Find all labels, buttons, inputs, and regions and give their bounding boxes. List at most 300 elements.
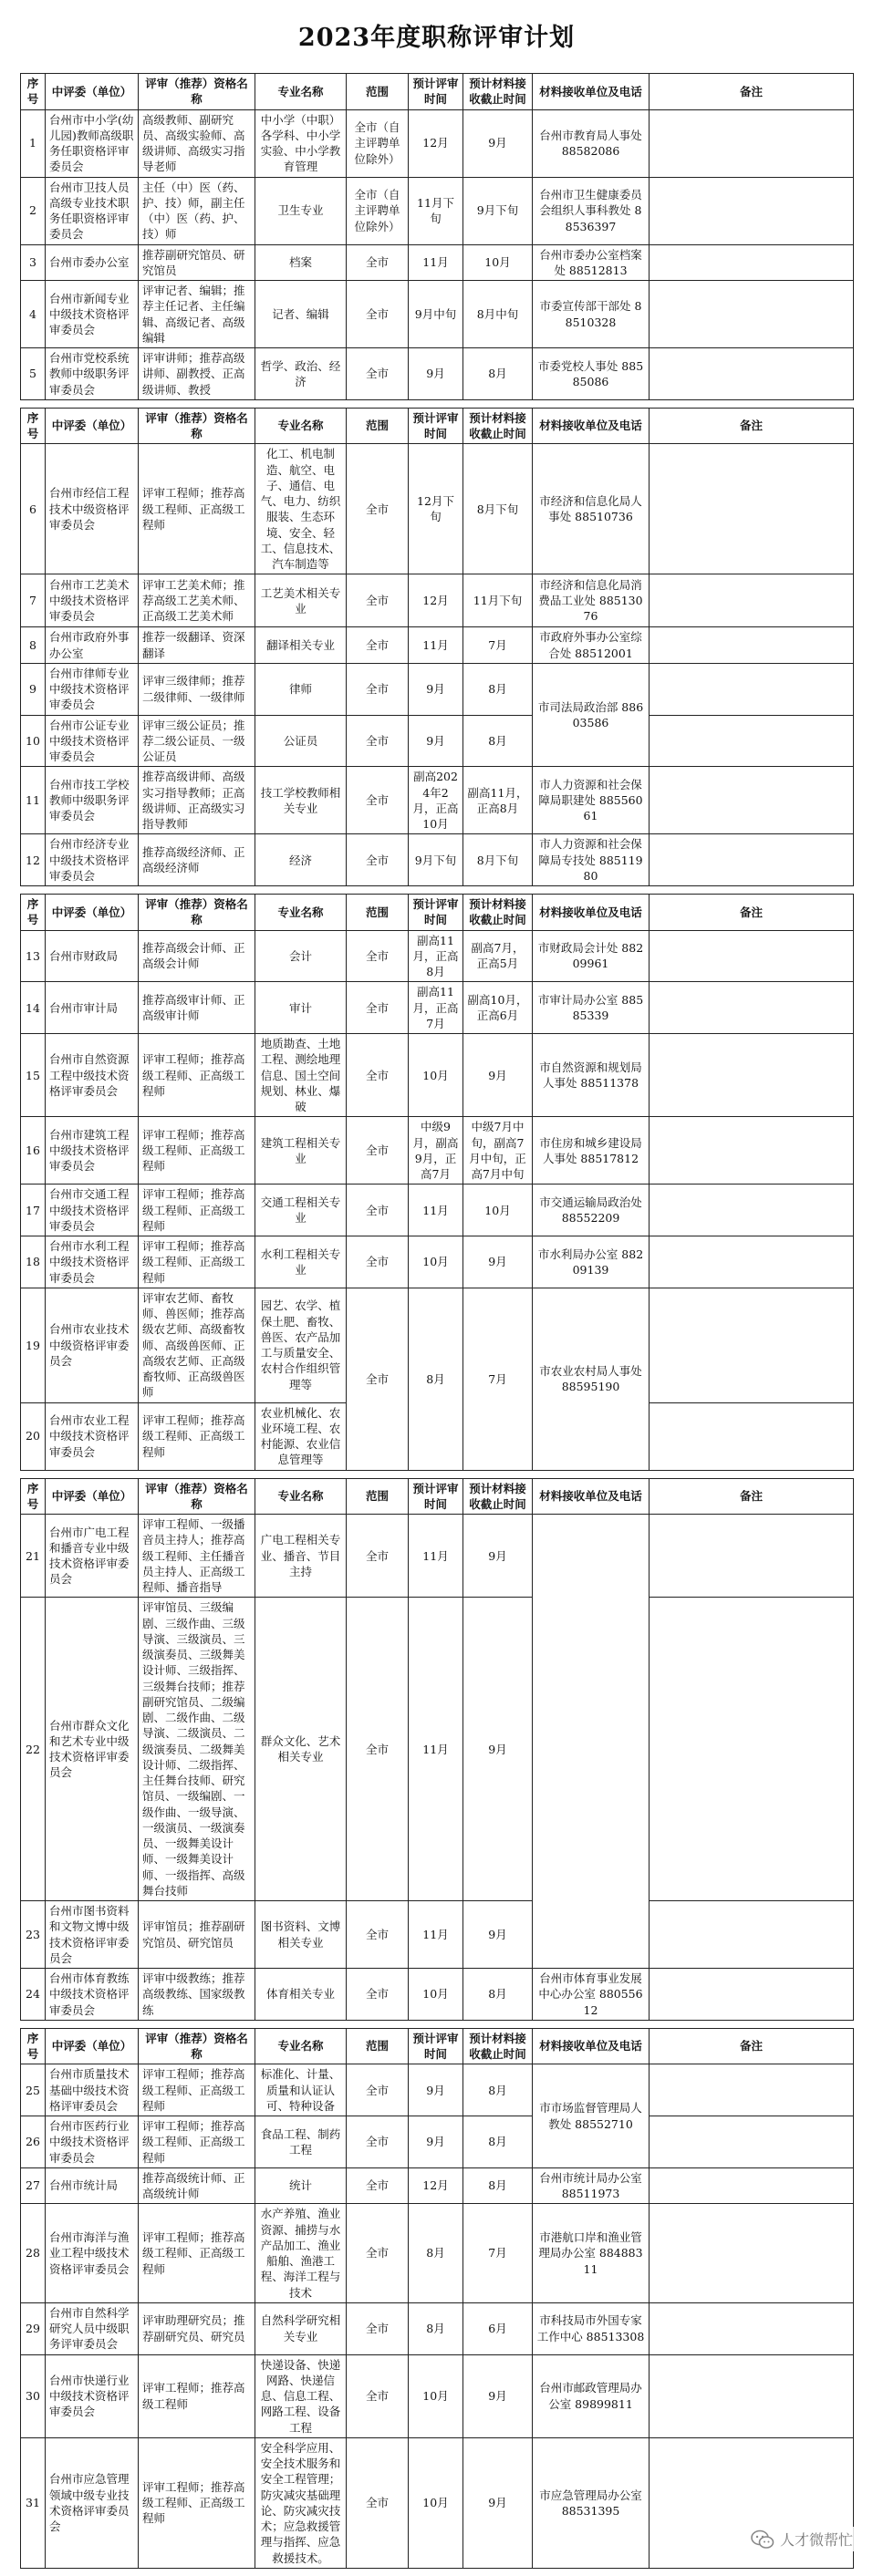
cell-receiver: 市市场监督管理局人教处 88552710 <box>533 2064 650 2168</box>
cell-no: 20 <box>21 1402 46 1470</box>
column-header-remarks: 备注 <box>650 895 854 931</box>
table-row <box>21 2302 854 2354</box>
column-header-review-time: 预计评审时间 <box>409 2028 463 2064</box>
cell-committee: 台州市财政局 <box>46 930 139 982</box>
column-header-scope: 范围 <box>347 74 409 110</box>
table-row <box>21 930 854 982</box>
cell-scope: 全市（自主评聘单位除外） <box>347 109 409 177</box>
cell-deadline: 7月 <box>463 2204 533 2303</box>
cell-deadline: 9月 <box>463 1236 533 1288</box>
cell-specialty: 群众文化、艺术相关专业 <box>255 1598 347 1901</box>
cell-remarks <box>650 244 854 281</box>
cell-specialty: 统计 <box>255 2167 347 2204</box>
cell-specialty: 技工学校教师相关专业 <box>255 767 347 834</box>
column-header-qualification: 评审（推荐）资格名称 <box>139 408 255 444</box>
cell-deadline: 9月 <box>463 109 533 177</box>
cell-review-time: 10月 <box>409 2354 463 2437</box>
cell-specialty: 档案 <box>255 244 347 281</box>
cell-scope: 全市（自主评聘单位除外） <box>347 177 409 244</box>
table-row <box>21 1288 854 1402</box>
cell-remarks <box>650 281 854 348</box>
cell-scope: 全市 <box>347 663 409 715</box>
cell-receiver: 市政府外事办公室综合处 88512001 <box>533 627 650 664</box>
cell-no: 29 <box>21 2302 46 2354</box>
watermark-text: 人才微帮忙 <box>779 2531 853 2549</box>
cell-specialty: 自然科学研究相关专业 <box>255 2302 347 2354</box>
cell-review-time: 10月 <box>409 1236 463 1288</box>
column-header-scope: 范围 <box>347 895 409 931</box>
table-row <box>21 2167 854 2204</box>
cell-receiver: 市自然资源和规划局人事处 88511378 <box>533 1034 650 1117</box>
cell-review-time: 8月 <box>409 2204 463 2303</box>
column-header-committee: 中评委（单位） <box>46 408 139 444</box>
cell-scope: 全市 <box>347 715 409 767</box>
cell-receiver: 市人力资源和社会保障局职建处 88556061 <box>533 767 650 834</box>
cell-remarks <box>650 2064 854 2116</box>
table-row <box>21 2116 854 2168</box>
cell-qualification: 评审工程师；推荐高级工程师、正高级工程师 <box>139 2116 255 2168</box>
table-row <box>21 281 854 348</box>
cell-committee: 台州市经信工程技术中级资格评审委员会 <box>46 444 139 574</box>
cell-receiver: 市应急管理局办公室 88531395 <box>533 2437 650 2568</box>
cell-remarks <box>650 2204 854 2303</box>
cell-specialty: 标准化、计量、质量和认证认可、特种设备 <box>255 2064 347 2116</box>
cell-specialty: 地质勘查、土地工程、测绘地理信息、国土空间规划、林业、爆破 <box>255 1034 347 1117</box>
table-row <box>21 834 854 886</box>
cell-qualification: 推荐高级会计师、正高级会计师 <box>139 930 255 982</box>
cell-specialty: 安全科学应用、安全技术服务和安全工程管理；防灾减灾基础理论、防灾减灾技术；应急救援管理与指挥、应急救援技术。 <box>255 2437 347 2568</box>
cell-no: 23 <box>21 1901 46 1969</box>
cell-remarks <box>650 627 854 664</box>
table-header-row <box>21 74 854 110</box>
cell-receiver: 市经济和信息化局人事处 88510736 <box>533 444 650 574</box>
cell-review-time: 9月中旬 <box>409 281 463 348</box>
cell-specialty: 农业机械化、农业环境工程、农村能源、农业信息管理等 <box>255 1402 347 1470</box>
cell-review-time: 10月 <box>409 1034 463 1117</box>
cell-review-time: 9月 <box>409 715 463 767</box>
column-header-deadline: 预计材料接收截止时间 <box>463 2028 533 2064</box>
cell-scope: 全市 <box>347 1034 409 1117</box>
cell-deadline: 中级7月中旬，副高7月中旬，正高7月中旬 <box>463 1117 533 1185</box>
column-header-no: 序号 <box>21 2028 46 2064</box>
plan-table <box>20 73 854 400</box>
cell-no: 17 <box>21 1185 46 1236</box>
cell-committee: 台州市自然资源工程中级技术资格评审委员会 <box>46 1034 139 1117</box>
cell-deadline: 副高10月，正高6月 <box>463 982 533 1034</box>
cell-receiver: 台州市委办公室档案处 88512813 <box>533 244 650 281</box>
cell-deadline: 8月 <box>463 348 533 400</box>
column-header-qualification: 评审（推荐）资格名称 <box>139 1478 255 1515</box>
column-header-deadline: 预计材料接收截止时间 <box>463 74 533 110</box>
table-row <box>21 982 854 1034</box>
cell-no: 31 <box>21 2437 46 2568</box>
table-row <box>21 1185 854 1236</box>
table-row <box>21 1034 854 1117</box>
cell-remarks <box>650 444 854 574</box>
table-row <box>21 1117 854 1185</box>
cell-review-time: 9月 <box>409 663 463 715</box>
cell-receiver: 市港航口岸和渔业管理局办公室 88488311 <box>533 2204 650 2303</box>
cell-no: 5 <box>21 348 46 400</box>
cell-no: 7 <box>21 574 46 627</box>
cell-no: 30 <box>21 2354 46 2437</box>
cell-qualification: 评审农艺师、畜牧师、兽医师；推荐高级农艺师、高级畜牧师、高级兽医师、正高级农艺师、正高级畜牧师、正高级兽医师 <box>139 1288 255 1402</box>
cell-committee: 台州市群众文化和艺术专业中级技术资格评审委员会 <box>46 1598 139 1901</box>
page-title: 2023年度职称评审计划 <box>297 24 576 52</box>
column-header-specialty: 专业名称 <box>255 1478 347 1515</box>
cell-receiver: 市农业农村局人事处 88595190 <box>533 1288 650 1470</box>
column-header-receiver: 材料接收单位及电话 <box>533 2028 650 2064</box>
table-row <box>21 1969 854 2021</box>
cell-specialty: 建筑工程相关专业 <box>255 1117 347 1185</box>
cell-review-time: 中级9月，副高9月，正高7月 <box>409 1117 463 1185</box>
cell-qualification: 推荐高级讲师、高级实习指导教师；正高级讲师、正高级实习指导教师 <box>139 767 255 834</box>
cell-remarks <box>650 2116 854 2168</box>
cell-qualification: 评审工程师；推荐高级工程师、正高级工程师 <box>139 2064 255 2116</box>
cell-remarks <box>650 2354 854 2437</box>
column-header-scope: 范围 <box>347 408 409 444</box>
cell-no: 3 <box>21 244 46 281</box>
cell-review-time: 9月 <box>409 2064 463 2116</box>
cell-scope: 全市 <box>347 244 409 281</box>
column-header-receiver: 材料接收单位及电话 <box>533 74 650 110</box>
cell-committee: 台州市海洋与渔业工程中级技术资格评审委员会 <box>46 2204 139 2303</box>
cell-committee: 台州市图书资料和文物文博中级技术资格评审委员会 <box>46 1901 139 1969</box>
cell-receiver: 市交通运输局政治处 88552209 <box>533 1185 650 1236</box>
cell-specialty: 工艺美术相关专业 <box>255 574 347 627</box>
cell-qualification: 评审记者、编辑；推荐主任记者、主任编辑、高级记者、高级编辑 <box>139 281 255 348</box>
cell-specialty: 公证员 <box>255 715 347 767</box>
cell-receiver: 台州市卫生健康委员会组织人事科教处 88536397 <box>533 177 650 244</box>
cell-scope: 全市 <box>347 627 409 664</box>
cell-no: 15 <box>21 1034 46 1117</box>
cell-review-time: 副高2024年2月，正高10月 <box>409 767 463 834</box>
cell-remarks <box>650 930 854 982</box>
cell-scope: 全市 <box>347 444 409 574</box>
cell-remarks <box>650 663 854 715</box>
cell-committee: 台州市审计局 <box>46 982 139 1034</box>
cell-scope: 全市 <box>347 1185 409 1236</box>
cell-specialty: 卫生专业 <box>255 177 347 244</box>
cell-deadline: 8月 <box>463 2064 533 2116</box>
cell-receiver: 台州市邮政管理局办公室 89899811 <box>533 2354 650 2437</box>
column-header-specialty: 专业名称 <box>255 408 347 444</box>
cell-scope: 全市 <box>347 2167 409 2204</box>
cell-review-time: 副高11月，正高8月 <box>409 930 463 982</box>
cell-deadline: 副高11月，正高8月 <box>463 767 533 834</box>
cell-no: 22 <box>21 1598 46 1901</box>
watermark <box>745 2527 858 2551</box>
cell-specialty: 交通工程相关专业 <box>255 1185 347 1236</box>
cell-qualification: 推荐副研究馆员、研究馆员 <box>139 244 255 281</box>
table-row <box>21 244 854 281</box>
cell-deadline: 9月下旬 <box>463 177 533 244</box>
cell-specialty: 翻译相关专业 <box>255 627 347 664</box>
table-row <box>21 574 854 627</box>
cell-no: 2 <box>21 177 46 244</box>
cell-committee: 台州市交通工程中级技术资格评审委员会 <box>46 1185 139 1236</box>
cell-no: 11 <box>21 767 46 834</box>
column-header-remarks: 备注 <box>650 74 854 110</box>
cell-review-time: 11月 <box>409 627 463 664</box>
cell-committee: 台州市政府外事办公室 <box>46 627 139 664</box>
cell-review-time: 副高11月，正高7月 <box>409 982 463 1034</box>
column-header-review-time: 预计评审时间 <box>409 408 463 444</box>
cell-deadline: 10月 <box>463 1185 533 1236</box>
cell-no: 28 <box>21 2204 46 2303</box>
column-header-committee: 中评委（单位） <box>46 1478 139 1515</box>
cell-deadline: 副高7月，正高5月 <box>463 930 533 982</box>
cell-receiver: 市委宣传部干部处 88510328 <box>533 281 650 348</box>
cell-remarks <box>650 1969 854 2021</box>
cell-committee: 台州市农业工程中级技术资格评审委员会 <box>46 1402 139 1470</box>
table-row <box>21 767 854 834</box>
cell-review-time: 12月 <box>409 2167 463 2204</box>
cell-scope: 全市 <box>347 2302 409 2354</box>
cell-deadline: 8月 <box>463 2116 533 2168</box>
column-header-scope: 范围 <box>347 1478 409 1515</box>
cell-qualification: 评审讲师；推荐高级讲师、副教授、正高级讲师、教授 <box>139 348 255 400</box>
cell-remarks <box>650 109 854 177</box>
cell-qualification: 主任（中）医（药、护、技）师，副主任（中）医（药、护、技）师 <box>139 177 255 244</box>
cell-receiver: 市司法局政治部 88603586 <box>533 663 650 767</box>
cell-qualification: 评审工程师、一级播音员主持人；推荐高级工程师、主任播音员主持人、正高级工程师、播音指导 <box>139 1515 255 1598</box>
cell-no: 25 <box>21 2064 46 2116</box>
cell-committee: 台州市公证专业中级技术资格评审委员会 <box>46 715 139 767</box>
cell-review-time: 12月 <box>409 574 463 627</box>
cell-scope: 全市 <box>347 2116 409 2168</box>
plan-tables <box>20 73 853 2569</box>
column-header-specialty: 专业名称 <box>255 74 347 110</box>
cell-deadline: 9月 <box>463 1034 533 1117</box>
table-row <box>21 1901 854 1969</box>
cell-deadline: 7月 <box>463 1288 533 1470</box>
cell-no: 19 <box>21 1288 46 1402</box>
cell-deadline: 8月下旬 <box>463 834 533 886</box>
cell-receiver: 市人力资源和社会保障局专技处 88511980 <box>533 834 650 886</box>
cell-review-time: 9月下旬 <box>409 834 463 886</box>
cell-committee: 台州市技工学校教师中级职务评审委员会 <box>46 767 139 834</box>
cell-remarks <box>650 574 854 627</box>
cell-no: 13 <box>21 930 46 982</box>
cell-receiver: 市住房和城乡建设局人事处 88517812 <box>533 1117 650 1185</box>
cell-no: 24 <box>21 1969 46 2021</box>
cell-scope: 全市 <box>347 1117 409 1185</box>
cell-committee: 台州市广电工程和播音专业中级技术资格评审委员会 <box>46 1515 139 1598</box>
column-header-deadline: 预计材料接收截止时间 <box>463 1478 533 1515</box>
cell-committee: 台州市水利工程中级技术资格评审委员会 <box>46 1236 139 1288</box>
cell-no: 9 <box>21 663 46 715</box>
column-header-qualification: 评审（推荐）资格名称 <box>139 895 255 931</box>
cell-specialty: 体育相关专业 <box>255 1969 347 2021</box>
cell-review-time: 11月 <box>409 244 463 281</box>
cell-specialty: 审计 <box>255 982 347 1034</box>
cell-review-time: 9月 <box>409 348 463 400</box>
cell-scope: 全市 <box>347 281 409 348</box>
cell-review-time: 11月 <box>409 1598 463 1901</box>
cell-qualification: 评审工程师；推荐高级工程师、正高级工程师 <box>139 1034 255 1117</box>
cell-remarks <box>650 1117 854 1185</box>
cell-committee: 台州市中小学(幼儿园)教师高级职务任职资格评审委员会 <box>46 109 139 177</box>
cell-qualification: 评审三级律师；推荐二级律师、一级律师 <box>139 663 255 715</box>
cell-no: 16 <box>21 1117 46 1185</box>
column-header-committee: 中评委（单位） <box>46 74 139 110</box>
cell-no: 27 <box>21 2167 46 2204</box>
cell-remarks <box>650 1515 854 1598</box>
cell-review-time: 12月下旬 <box>409 444 463 574</box>
cell-deadline: 9月 <box>463 1598 533 1901</box>
cell-scope: 全市 <box>347 1288 409 1470</box>
cell-qualification: 评审三级公证员；推荐二级公证员、一级公证员 <box>139 715 255 767</box>
table-row <box>21 663 854 715</box>
column-header-deadline: 预计材料接收截止时间 <box>463 408 533 444</box>
cell-committee: 台州市经济专业中级技术资格评审委员会 <box>46 834 139 886</box>
cell-scope: 全市 <box>347 834 409 886</box>
cell-remarks <box>650 348 854 400</box>
cell-qualification: 评审工程师；推荐高级工程师 <box>139 2354 255 2437</box>
cell-deadline: 8月 <box>463 2167 533 2204</box>
cell-scope: 全市 <box>347 767 409 834</box>
cell-qualification: 评审馆员；推荐副研究馆员、研究馆员 <box>139 1901 255 1969</box>
cell-qualification: 推荐高级审计师、正高级审计师 <box>139 982 255 1034</box>
cell-specialty: 中小学（中职）各学科、中小学实验、中小学教育管理 <box>255 109 347 177</box>
column-header-remarks: 备注 <box>650 2028 854 2064</box>
column-header-specialty: 专业名称 <box>255 2028 347 2064</box>
column-header-committee: 中评委（单位） <box>46 895 139 931</box>
cell-deadline: 9月 <box>463 1515 533 1598</box>
cell-remarks <box>650 1034 854 1117</box>
cell-qualification: 评审工程师；推荐高级工程师、正高级工程师 <box>139 1117 255 1185</box>
table-header-row <box>21 1478 854 1515</box>
cell-no: 8 <box>21 627 46 664</box>
column-header-specialty: 专业名称 <box>255 895 347 931</box>
cell-scope: 全市 <box>347 2354 409 2437</box>
cell-specialty: 化工、机电制造、航空、电子、通信、电气、电力、纺织服装、生态环境、安全、轻工、信息技术、汽车制造等 <box>255 444 347 574</box>
table-header-row <box>21 2028 854 2064</box>
plan-table <box>20 1478 854 2021</box>
cell-committee: 台州市新闻专业中级技术资格评审委员会 <box>46 281 139 348</box>
table-row <box>21 444 854 574</box>
cell-review-time: 11月 <box>409 1515 463 1598</box>
table-row <box>21 2437 854 2568</box>
cell-qualification: 评审工程师；推荐高级工程师、正高级工程师 <box>139 1236 255 1288</box>
cell-no: 6 <box>21 444 46 574</box>
cell-review-time: 11月 <box>409 1185 463 1236</box>
cell-review-time: 9月 <box>409 2116 463 2168</box>
cell-no: 26 <box>21 2116 46 2168</box>
cell-scope: 全市 <box>347 1236 409 1288</box>
cell-no: 14 <box>21 982 46 1034</box>
cell-deadline: 8月下旬 <box>463 444 533 574</box>
table-row <box>21 1598 854 1901</box>
cell-deadline: 9月 <box>463 2354 533 2437</box>
cell-qualification: 评审工艺美术师；推荐高级工艺美术师、正高级工艺美术师 <box>139 574 255 627</box>
cell-review-time: 11月 <box>409 1901 463 1969</box>
table-row <box>21 2354 854 2437</box>
cell-qualification: 评审工程师；推荐高级工程师、正高级工程师 <box>139 2437 255 2568</box>
cell-committee: 台州市体育教练中级技术资格评审委员会 <box>46 1969 139 2021</box>
cell-deadline: 7月 <box>463 627 533 664</box>
table-header-row <box>21 895 854 931</box>
cell-remarks <box>650 982 854 1034</box>
cell-remarks <box>650 1185 854 1236</box>
table-row <box>21 627 854 664</box>
cell-receiver: 台州市教育局人事处 88582086 <box>533 109 650 177</box>
cell-qualification: 评审工程师；推荐高级工程师、正高级工程师 <box>139 2204 255 2303</box>
cell-deadline: 8月中旬 <box>463 281 533 348</box>
cell-scope: 全市 <box>347 2437 409 2568</box>
cell-deadline: 8月 <box>463 663 533 715</box>
cell-committee: 台州市应急管理领域中级专业技术资格评审委员会 <box>46 2437 139 2568</box>
cell-scope: 全市 <box>347 1901 409 1969</box>
cell-review-time: 10月 <box>409 2437 463 2568</box>
cell-remarks <box>650 715 854 767</box>
cell-committee: 台州市快递行业中级技术资格评审委员会 <box>46 2354 139 2437</box>
table-row <box>21 109 854 177</box>
cell-qualification: 评审工程师；推荐高级工程师、正高级工程师 <box>139 1185 255 1236</box>
cell-qualification: 推荐一级翻译、资深翻译 <box>139 627 255 664</box>
table-row <box>21 348 854 400</box>
cell-no: 12 <box>21 834 46 886</box>
cell-remarks <box>650 2302 854 2354</box>
cell-deadline: 9月 <box>463 1901 533 1969</box>
plan-table <box>20 894 854 1471</box>
cell-specialty: 广电工程相关专业、播音、节目主持 <box>255 1515 347 1598</box>
cell-scope: 全市 <box>347 1598 409 1901</box>
cell-committee: 台州市卫技人员高级专业技术职务任职资格评审委员会 <box>46 177 139 244</box>
cell-specialty: 记者、编辑 <box>255 281 347 348</box>
column-header-qualification: 评审（推荐）资格名称 <box>139 74 255 110</box>
cell-remarks <box>650 1901 854 1969</box>
cell-receiver: 市水利局办公室 88209139 <box>533 1236 650 1288</box>
cell-specialty: 经济 <box>255 834 347 886</box>
plan-table <box>20 2028 854 2569</box>
table-row <box>21 2204 854 2303</box>
cell-specialty: 会计 <box>255 930 347 982</box>
cell-review-time: 8月 <box>409 2302 463 2354</box>
cell-qualification: 推荐高级经济师、正高级经济师 <box>139 834 255 886</box>
cell-deadline: 9月 <box>463 2437 533 2568</box>
cell-remarks <box>650 1288 854 1402</box>
column-header-review-time: 预计评审时间 <box>409 74 463 110</box>
cell-receiver: 市委党校人事处 88585086 <box>533 348 650 400</box>
cell-committee: 台州市党校系统教师中级职务评审委员会 <box>46 348 139 400</box>
cell-remarks <box>650 2167 854 2204</box>
cell-scope: 全市 <box>347 348 409 400</box>
cell-no: 21 <box>21 1515 46 1598</box>
cell-qualification: 推荐高级统计师、正高级统计师 <box>139 2167 255 2204</box>
cell-receiver: 台州市体育事业发展中心办公室 88055612 <box>533 1969 650 2021</box>
cell-specialty: 哲学、政治、经济 <box>255 348 347 400</box>
cell-no: 10 <box>21 715 46 767</box>
cell-specialty: 水产养殖、渔业资源、捕捞与水产品加工、渔业船舶、渔港工程、海洋工程与技术 <box>255 2204 347 2303</box>
table-row <box>21 2064 854 2116</box>
cell-remarks <box>650 177 854 244</box>
column-header-remarks: 备注 <box>650 408 854 444</box>
column-header-receiver: 材料接收单位及电话 <box>533 1478 650 1515</box>
cell-receiver <box>533 1515 650 1969</box>
cell-committee: 台州市律师专业中级技术资格评审委员会 <box>46 663 139 715</box>
cell-remarks <box>650 1236 854 1288</box>
table-header-row <box>21 408 854 444</box>
cell-review-time: 10月 <box>409 1969 463 2021</box>
cell-deadline: 8月 <box>463 1969 533 2021</box>
column-header-no: 序号 <box>21 408 46 444</box>
cell-qualification: 评审中级教练；推荐高级教练、国家级教练 <box>139 1969 255 2021</box>
cell-scope: 全市 <box>347 1969 409 2021</box>
cell-deadline: 8月 <box>463 715 533 767</box>
cell-review-time: 12月 <box>409 109 463 177</box>
